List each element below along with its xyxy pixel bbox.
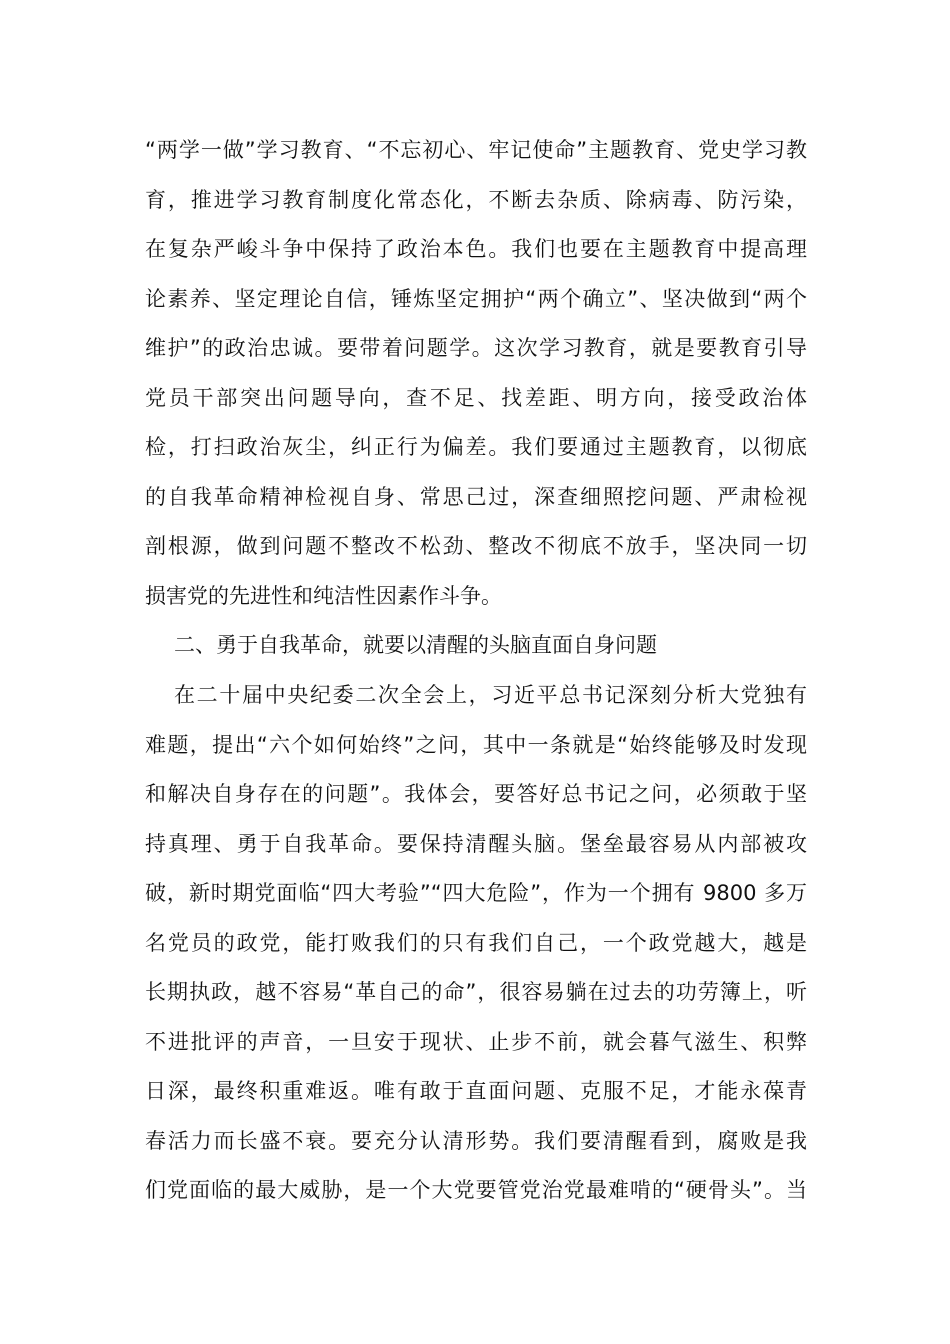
text-line: 日深，最终积重难返。唯有敢于直面问题、克服不足，才能永葆青 [145, 1079, 807, 1103]
text-line: 育，推进学习教育制度化常态化，不断去杂质、除病毒、防污染， [145, 187, 807, 212]
text-line: 们党面临的最大威胁，是一个大党要管党治党最难啃的“硬骨头”。当 [145, 1178, 807, 1202]
text-line: 在二十届中央纪委二次全会上，习近平总书记深刻分析大党独有 [174, 683, 807, 707]
heading-text: 二、勇于自我革命，就要以清醒的头脑直面自身问题 [174, 633, 657, 657]
text-line: 不进批评的声音，一旦安于现状、止步不前，就会暮气滋生、积弊 [145, 1029, 807, 1054]
text-line: 名党员的政党，能打败我们的只有我们自己，一个政党越大，越是 [145, 930, 807, 955]
section-heading [145, 621, 807, 671]
text-line: 春活力而长盛不衰。要充分认清形势。我们要清醒看到，腐败是我 [145, 1128, 807, 1153]
text-line: 在复杂严峻斗争中保持了政治本色。我们也要在主题教育中提高理 [145, 237, 807, 261]
paragraph-1 [145, 126, 807, 621]
text-line: 剖根源，做到问题不整改不松劲、整改不彻底不放手，坚决同一切 [145, 534, 807, 558]
text-line: 破，新时期党面临“四大考验”“四大危险”，作为一个拥有 9800 多万 [145, 881, 807, 905]
text-line: “两学一做”学习教育、“不忘初心、牢记使命”主题教育、党史学习教 [145, 138, 807, 162]
paragraph-2 [145, 671, 807, 1216]
text-line: 论素养、坚定理论自信，锤炼坚定拥护“两个确立”、坚决做到“两个 [145, 286, 807, 311]
text-line: 损害党的先进性和纯洁性因素作斗争。 [145, 583, 502, 608]
text-line: 党员干部突出问题导向，查不足、找差距、明方向，接受政治体 [145, 385, 807, 410]
text-line: 难题，提出“六个如何始终”之问，其中一条就是“始终能够及时发现 [145, 732, 807, 757]
text-line: 持真理、勇于自我革命。要保持清醒头脑。堡垒最容易从内部被攻 [145, 831, 807, 856]
text-line: 的自我革命精神检视自身、常思己过，深查细照挖问题、严肃检视 [145, 484, 807, 509]
text-line: 维护”的政治忠诚。要带着问题学。这次学习教育，就是要教育引导 [145, 336, 807, 360]
text-line: 检，打扫政治灰尘，纠正行为偏差。我们要通过主题教育，以彻底 [145, 435, 807, 459]
text-line: 和解决自身存在的问题”。我体会，要答好总书记之问，必须敢于坚 [145, 782, 807, 806]
text-line: 长期执政，越不容易“革自己的命”，很容易躺在过去的功劳簿上，听 [145, 980, 807, 1004]
